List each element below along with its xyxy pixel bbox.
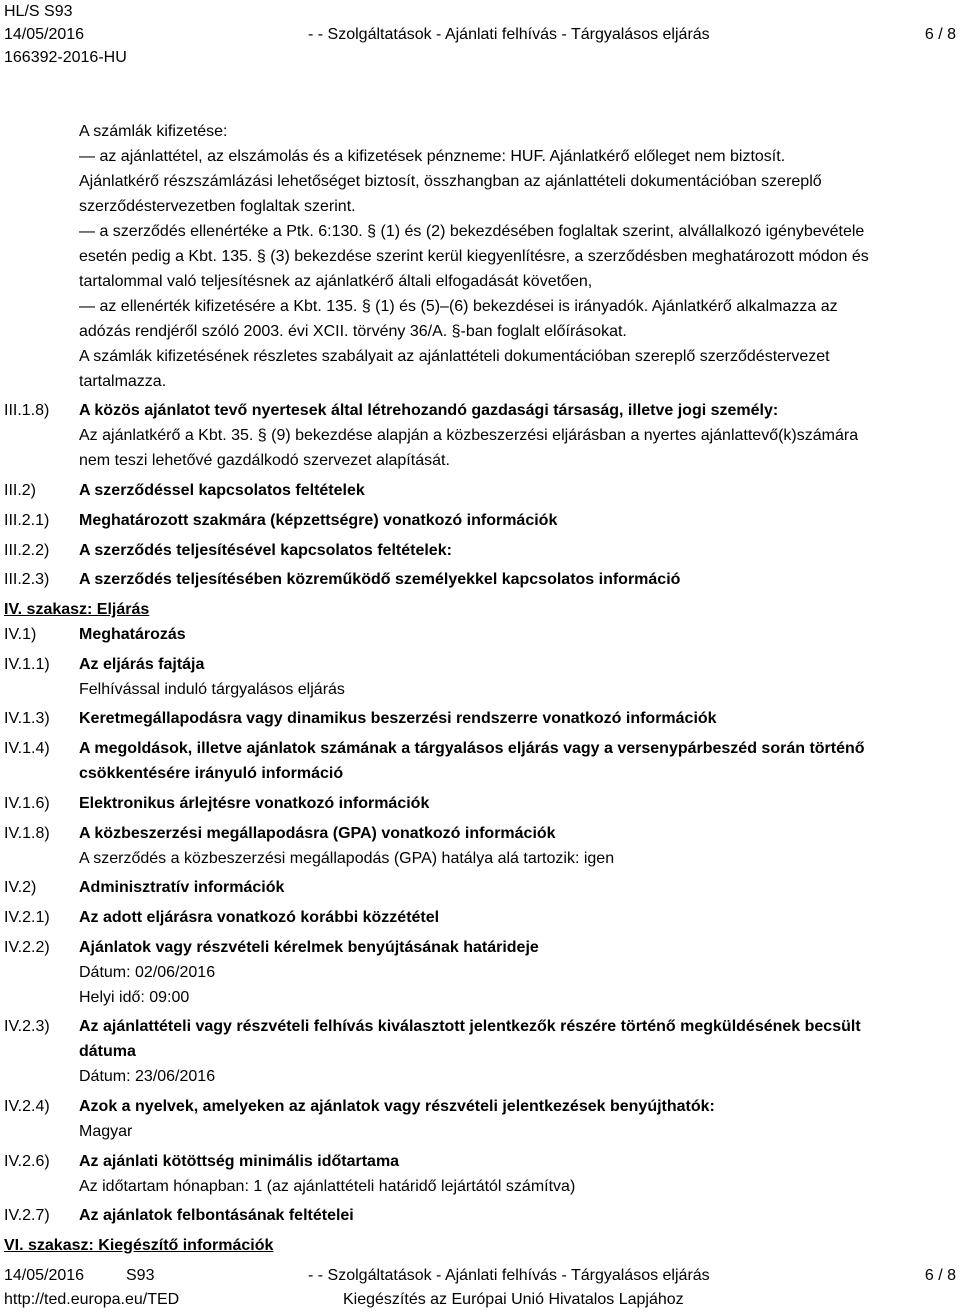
header-title: - - Szolgáltatások - Ajánlati felhívás - Tárgyalásos eljárás xyxy=(308,26,710,43)
section-number: III.2.1) xyxy=(4,512,50,529)
section-heading-cont: csökkentésére irányuló információ xyxy=(79,765,344,782)
section-iv-heading: IV. szakasz: Eljárás xyxy=(4,601,150,618)
gpa-value: A szerződés a közbeszerzési megállapodás (GPA) hatálya alá tartozik: igen xyxy=(79,850,615,867)
section-number: III.2.2) xyxy=(4,542,50,559)
section-heading: Elektronikus árlejtésre vonatkozó információk xyxy=(79,795,430,812)
section-number: IV.1.4) xyxy=(4,740,50,757)
footer-page-number: 6 / 8 xyxy=(924,1267,956,1284)
deadline-date: Dátum: 02/06/2016 xyxy=(79,964,216,981)
section-heading: Meghatározott szakmára (képzettségre) vonatkozó információk xyxy=(79,512,558,529)
section-number: IV.1) xyxy=(4,626,37,643)
footer-url-link[interactable]: http://ted.europa.eu/TED xyxy=(4,1291,180,1308)
section-number: III.2) xyxy=(4,482,37,499)
text-line: Az ajánlatkérő a Kbt. 35. § (9) bekezdése alapján a közbeszerzési eljárásban a nyertes ajánlattevő(k)számára xyxy=(79,427,859,444)
section-number: IV.2.1) xyxy=(4,909,50,926)
deadline-time: Helyi idő: 09:00 xyxy=(79,989,190,1006)
section-heading: A szerződéssel kapcsolatos feltételek xyxy=(79,482,365,499)
section-heading: Az ajánlattételi vagy részvételi felhívás kiválasztott jelentkezők részére történő megküldésének becsült xyxy=(79,1018,861,1035)
section-number: III.1.8) xyxy=(4,402,50,419)
section-heading: A megoldások, illetve ajánlatok számának a tárgyalásos eljárás vagy a versenypárbeszéd során történő xyxy=(79,740,865,757)
section-heading: Az eljárás fajtája xyxy=(79,656,205,673)
text-line: — a szerződés ellenértéke a Ptk. 6:130. § (1) és (2) bekezdésében foglaltak szerint, alvállalkozó igénybevétele xyxy=(79,223,865,240)
footer-supplement: Kiegészítés az Európai Unió Hivatalos Lapjához xyxy=(343,1291,684,1308)
section-heading: A közbeszerzési megállapodásra (GPA) vonatkozó információk xyxy=(79,825,556,842)
footer-title: - - Szolgáltatások - Ajánlati felhívás - Tárgyalásos eljárás xyxy=(308,1267,710,1284)
text-line: szerződéstervezetben foglaltak szerint. xyxy=(79,198,356,215)
section-number: III.2.3) xyxy=(4,571,50,588)
section-heading: Adminisztratív információk xyxy=(79,879,285,896)
text-line: — az ellenérték kifizetésére a Kbt. 135. § (1) és (5)–(6) bekezdései is irányadók. Ajánlatkérő alkalmazza az xyxy=(79,298,838,315)
text-line: tartalmazza. xyxy=(79,373,167,390)
section-number: IV.1.6) xyxy=(4,795,50,812)
section-heading: A közös ajánlatot tevő nyertesek által létrehozandó gazdasági társaság, illetve jogi személy: xyxy=(79,402,779,419)
text-line: tartalommal való teljesítésnek az ajánlatkérő általi elfogadását követően, xyxy=(79,273,593,290)
section-vi-heading: VI. szakasz: Kiegészítő információk xyxy=(4,1237,274,1254)
section-number: IV.1.1) xyxy=(4,656,50,673)
page-header xyxy=(4,0,127,69)
section-number: IV.2.2) xyxy=(4,939,50,956)
doc-series-id: HL/S S93 xyxy=(4,3,73,20)
validity-period-value: Az időtartam hónapban: 1 (az ajánlattételi határidő lejártától számítva) xyxy=(79,1178,576,1195)
section-number: IV.2.7) xyxy=(4,1207,50,1224)
section-heading: A szerződés teljesítésében közreműködő személyekkel kapcsolatos információ xyxy=(79,571,681,588)
section-number: IV.2.4) xyxy=(4,1098,50,1115)
notice-number: 166392-2016-HU xyxy=(4,49,127,66)
section-number: IV.2.6) xyxy=(4,1153,50,1170)
section-number: IV.2.3) xyxy=(4,1018,50,1035)
text-line: esetén pedig a Kbt. 135. § (3) bekezdése szerint kerül kiegyenlítésre, a szerződésben meghatározott módon és xyxy=(79,248,869,265)
text-line: Ajánlatkérő részszámlázási lehetőséget biztosít, összhangban az ajánlattételi dokumentációban szereplő xyxy=(79,173,822,190)
text-line: A számlák kifizetésének részletes szabályait az ajánlattételi dokumentációban szereplő szerződéstervezet xyxy=(79,348,830,365)
section-heading-cont: dátuma xyxy=(79,1043,136,1060)
footer-series: S93 xyxy=(126,1267,155,1284)
section-heading: Az adott eljárásra vonatkozó korábbi közzététel xyxy=(79,909,440,926)
text-line: adózás rendjéről szóló 2003. évi XCII. törvény 36/A. §-ban foglalt előírásokat. xyxy=(79,323,627,340)
text-line: nem teszi lehetővé gazdálkodó szervezet alapítását. xyxy=(79,452,450,469)
section-number: IV.2) xyxy=(4,879,37,896)
section-heading: A szerződés teljesítésével kapcsolatos feltételek: xyxy=(79,542,452,559)
section-heading: Azok a nyelvek, amelyeken az ajánlatok vagy részvételi jelentkezések benyújthatók: xyxy=(79,1098,715,1115)
text-line: A számlák kifizetése: xyxy=(79,123,228,140)
header-date: 14/05/2016 xyxy=(4,26,85,43)
text-line: — az ajánlattétel, az elszámolás és a kifizetések pénzneme: HUF. Ajánlatkérő előleget nem biztosít. xyxy=(79,148,786,165)
language-value: Magyar xyxy=(79,1123,133,1140)
footer-date: 14/05/2016 xyxy=(4,1267,85,1284)
procedure-type-value: Felhívással induló tárgyalásos eljárás xyxy=(79,681,345,698)
section-heading: Az ajánlati kötöttség minimális időtartama xyxy=(79,1153,400,1170)
section-number: IV.1.8) xyxy=(4,825,50,842)
section-heading: Meghatározás xyxy=(79,626,186,643)
payment-terms-text xyxy=(79,119,951,394)
dispatch-date: Dátum: 23/06/2016 xyxy=(79,1068,216,1085)
section-heading: Az ajánlatok felbontásának feltételei xyxy=(79,1207,354,1224)
header-page-number: 6 / 8 xyxy=(924,26,956,43)
section-heading: Ajánlatok vagy részvételi kérelmek benyújtásának határideje xyxy=(79,939,539,956)
section-heading: Keretmegállapodásra vagy dinamikus beszerzési rendszerre vonatkozó információk xyxy=(79,710,717,727)
section-number: IV.1.3) xyxy=(4,710,50,727)
